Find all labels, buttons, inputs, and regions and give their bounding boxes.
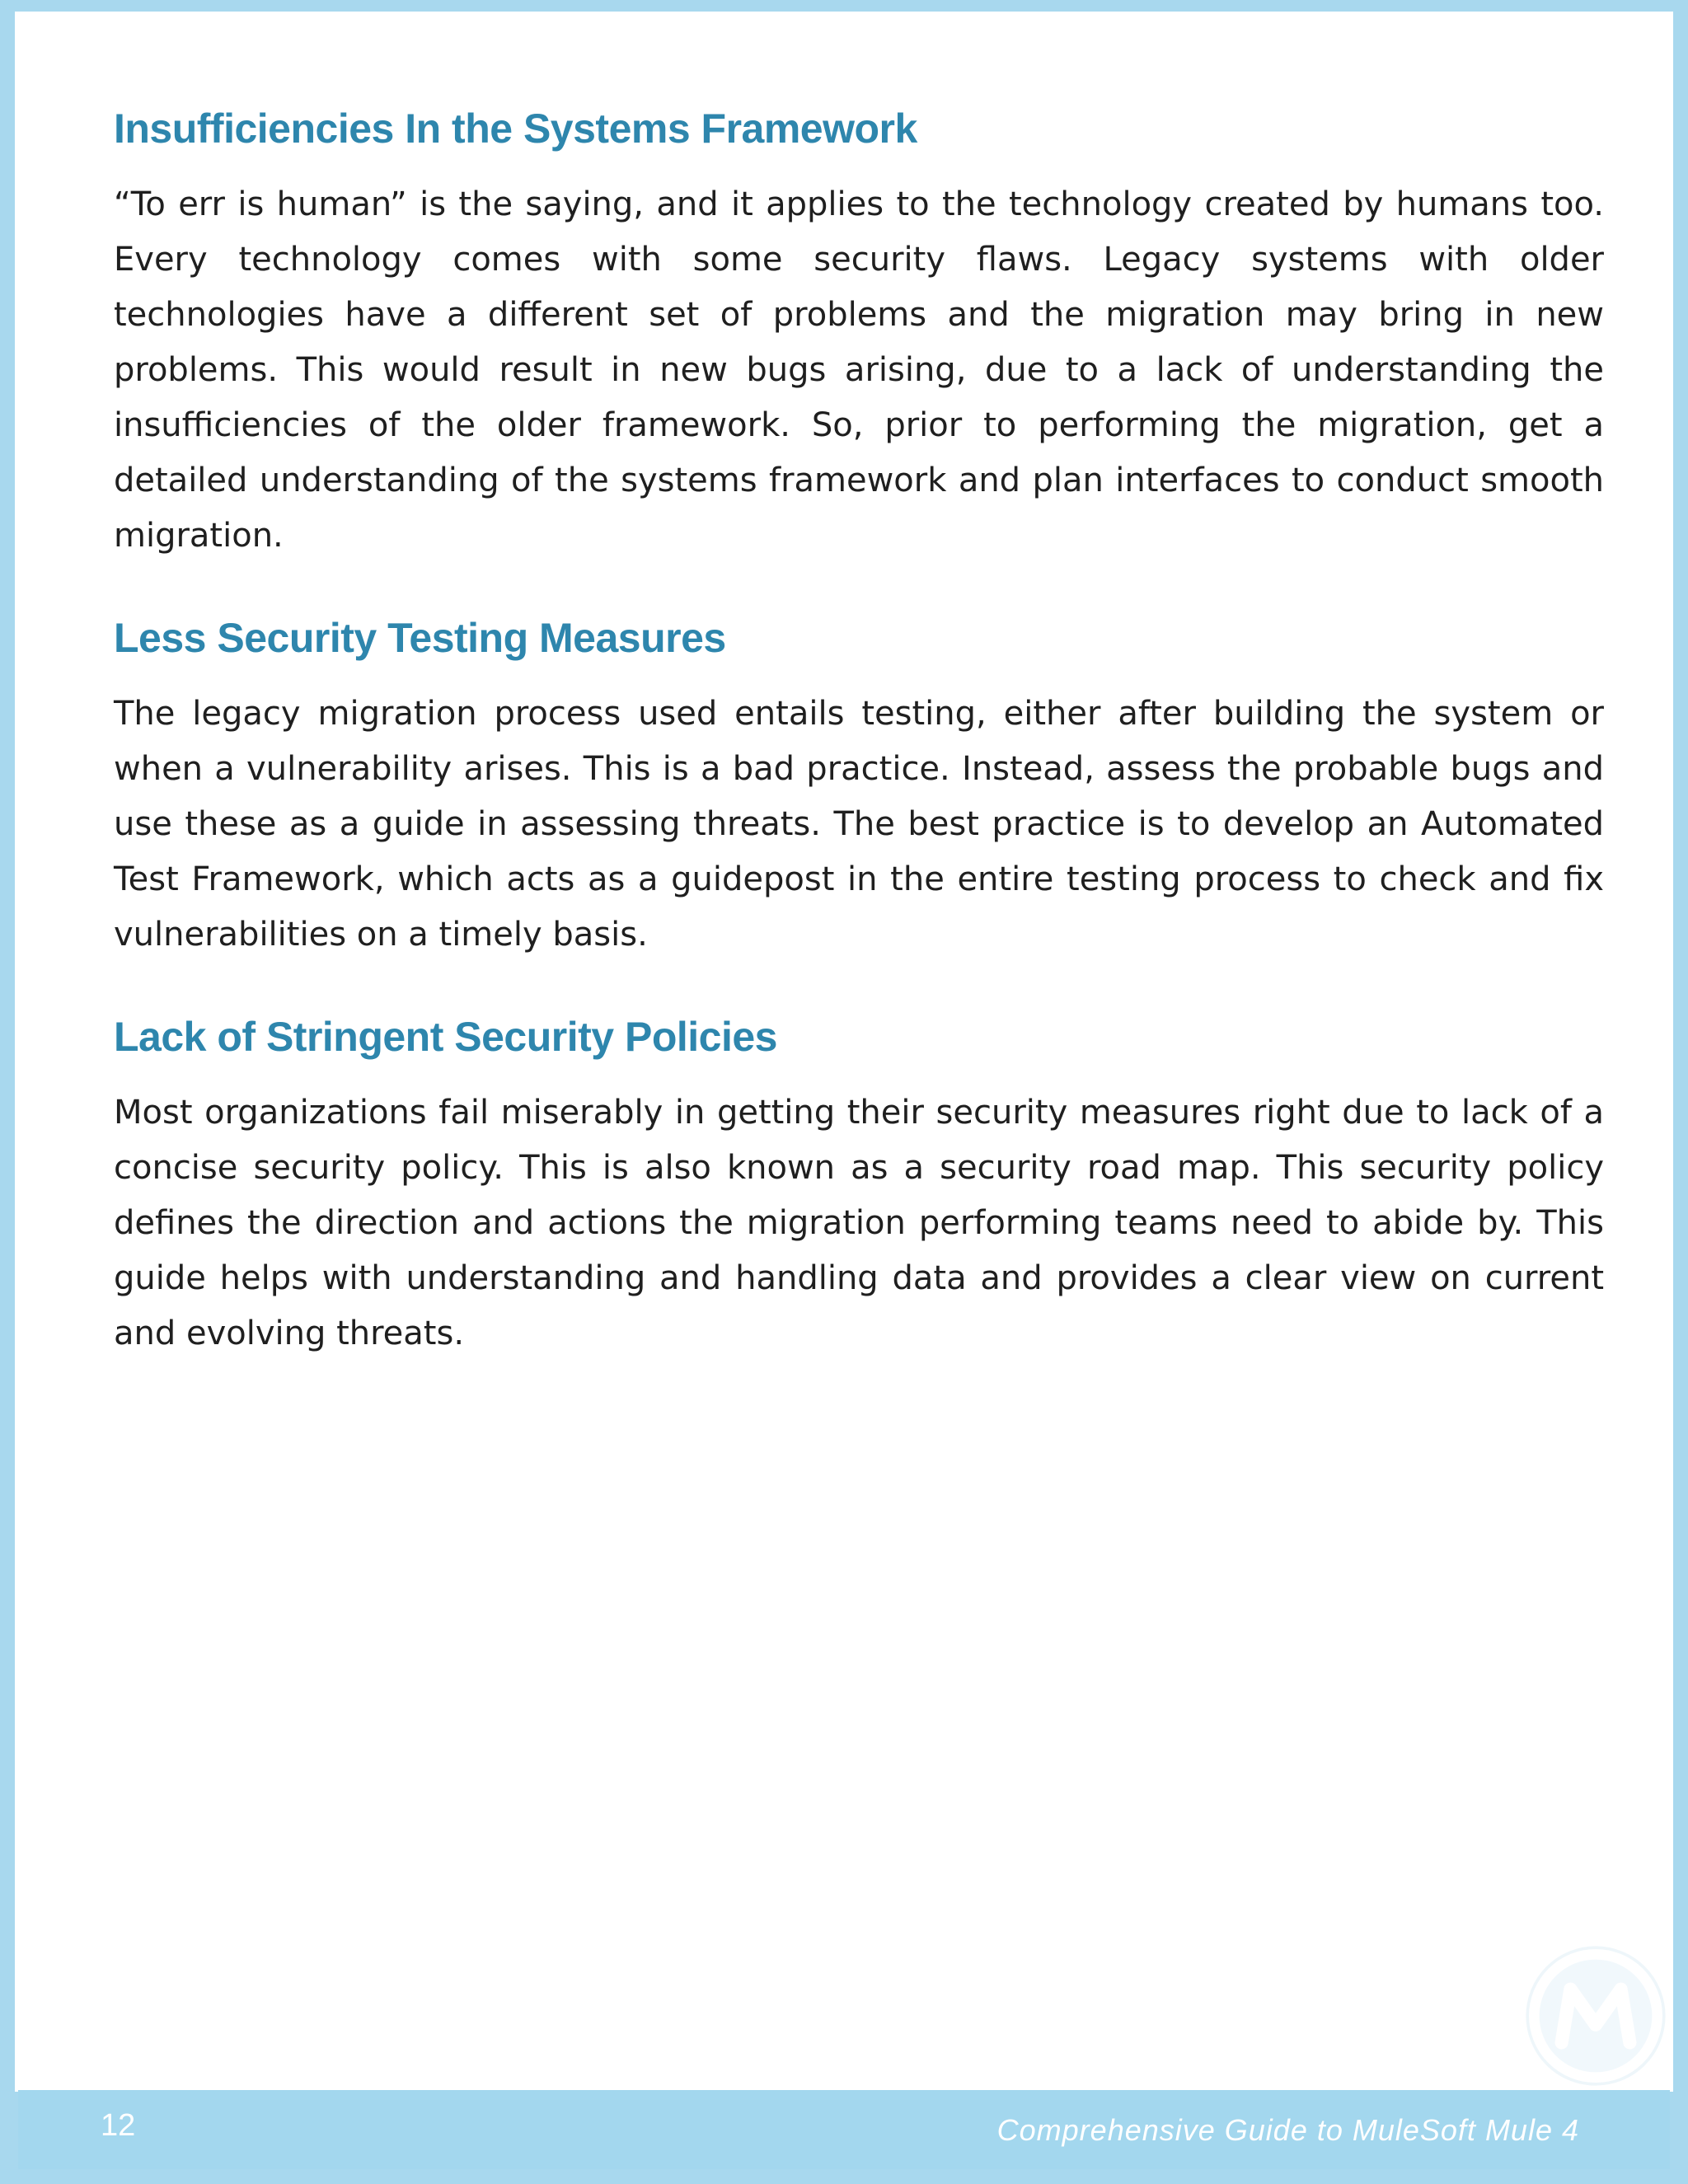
section-heading: Less Security Testing Measures [114,615,726,661]
section-body: Most organizations fail miserably in getting their security measures right due to lack of a concise security policy. This is also known as a security road map. This security policy defines the direction and actions the migration performing teams need to abide by. This guide helps with understanding and handling data and provides a clear view on current and evolving threats. [114,1094,1604,1352]
page-sheet [15,12,1673,2092]
section-insufficiencies [114,102,1604,564]
section-heading: Insufficiencies In the Systems Framework [114,105,917,152]
footer-document-title: Comprehensive Guide to MuleSoft Mule 4 [996,2113,1579,2147]
section-security-policies [114,1010,1604,1361]
section-body: “To err is human” is the saying, and it applies to the technology created by humans too. Every technology comes with some security flaws. Legacy systems with older technologies have a different set of problems and the migration may bring in new problems. This would result in new bugs arising, due to a lack of understanding the insufficiencies of the older framework. So, prior to performing the migration, get a detailed understanding of the systems framework and plan interfaces to conduct smooth migration. [114,185,1604,555]
section-heading: Lack of Stringent Security Policies [114,1014,777,1060]
page-content [114,102,1604,1409]
section-security-testing [114,612,1604,963]
page-number: 12 [101,2108,136,2143]
page-footer [18,2090,1670,2169]
section-body: The legacy migration process used entails testing, either after building the system or when a vulnerability arises. This is a bad practice. Instead, assess the probable bugs and use these as a guide in assessing threats. The best practice is to develop an Automated Test Framework, which acts as a guidepost in the entire testing process to check and fix vulnerabilities on a timely basis. [114,695,1604,954]
mulesoft-logo-icon [1522,1942,1670,2090]
